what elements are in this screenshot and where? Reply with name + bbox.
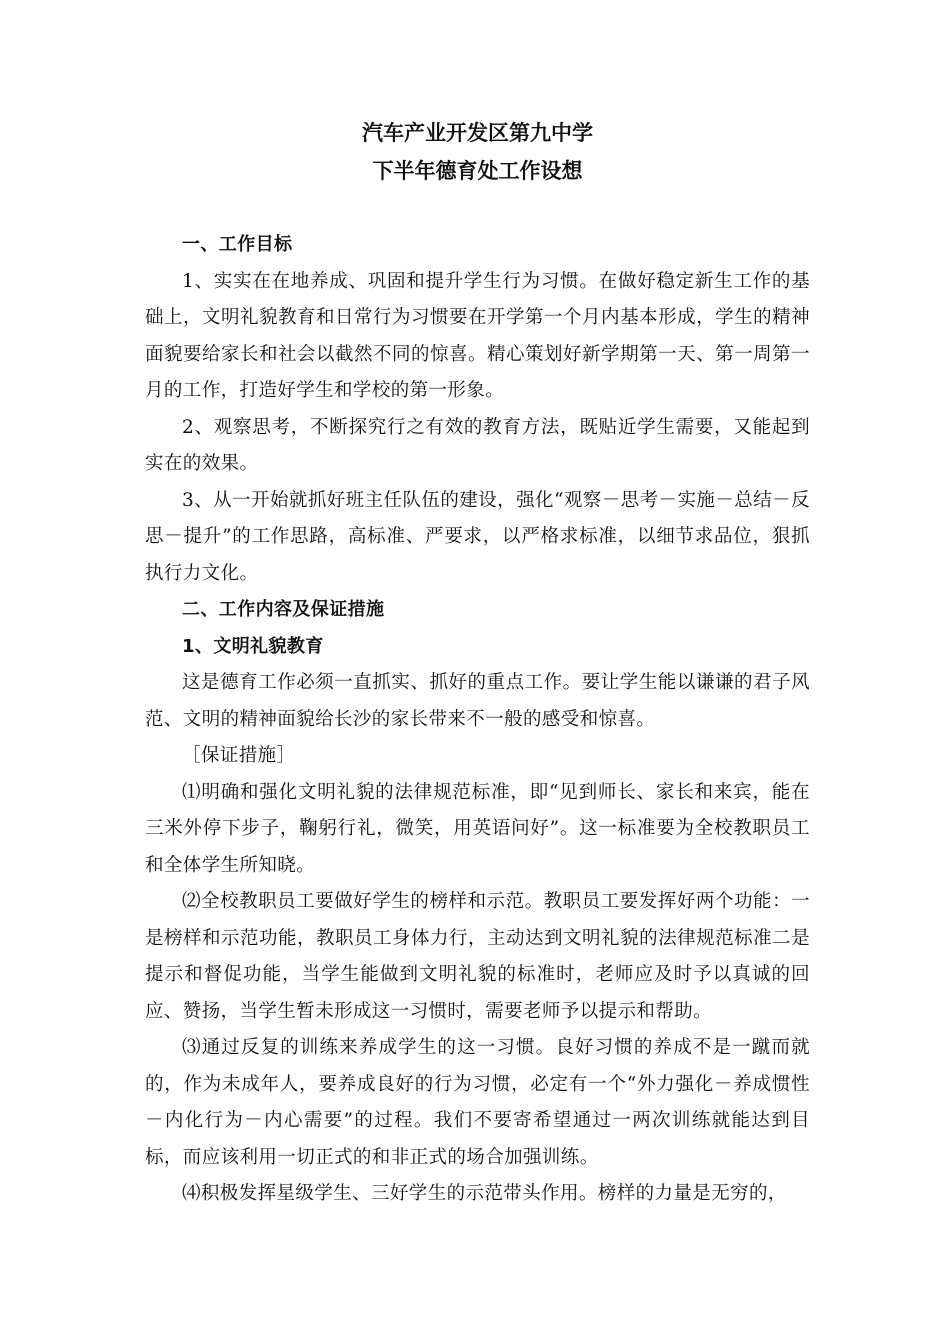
courtesy-intro-paragraph: 这是德育工作必须一直抓实、抓好的重点工作。要让学生能以谦谦的君子风范、文明的精神面貌给长沙的家长带来不一般的感受和惊喜。 bbox=[145, 672, 810, 730]
goal-paragraph-2: 2、观察思考，不断探究行之有效的教育方法，既贴近学生需要，又能起到实在的效果。 bbox=[145, 416, 810, 474]
goal-paragraph-1: 1、实实在在地养成、巩固和提升学生行为习惯。在做好稳定新生工作的基础上，文明礼貌教育和日常行为习惯要在开学第一个月内基本形成，学生的精神面貌要给家长和社会以截然不同的惊喜。精心策划好新学期第一天、第一周第一月的工作，打造好学生和学校的第一形象。 bbox=[145, 270, 810, 401]
measure-paragraph-3: ⑶通过反复的训练来养成学生的这一习惯。良好习惯的养成不是一蹴而就的，作为未成年人，要养成良好的行为习惯，必定有一个“外力强化－养成惯性－内化行为－内心需要”的过程。我们不要寄希望通过一两次训练就能达到目标，而应该利用一切正式的和非正式的场合加强训练。 bbox=[145, 1037, 810, 1168]
measure-paragraph-4: ⑷积极发挥星级学生、三好学生的示范带头作用。榜样的力量是无穷的， bbox=[182, 1183, 787, 1204]
subsection-heading-courtesy: 1、文明礼貌教育 bbox=[182, 635, 324, 657]
document-page bbox=[145, 114, 810, 1213]
section-heading-goals: 一、工作目标 bbox=[182, 234, 293, 255]
title-block bbox=[145, 114, 810, 190]
measure-paragraph-2: ⑵全校教职员工要做好学生的榜样和示范。教职员工要发挥好两个功能：一是榜样和示范功能，教职员工身体力行，主动达到文明礼貌的法律规范标准二是提示和督促功能，当学生能做到文明礼貌的标准时，老师应及时予以真诚的回应、赞扬，当学生暂未形成这一习惯时，需要老师予以提示和帮助。 bbox=[145, 891, 810, 1022]
goal-paragraph-3: 3、从一开始就抓好班主任队伍的建设，强化“观察－思考－实施－总结－反思－提升”的工作思路，高标准、严要求，以严格求标准，以细节求品位，狠抓执行力文化。 bbox=[145, 489, 810, 584]
measure-paragraph-1: ⑴明确和强化文明礼貌的法律规范标准，即“见到师长、家长和来宾，能在三米外停下步子，鞠躬行礼，微笑，用英语问好”。这一标准要为全校教职员工和全体学生所知晓。 bbox=[145, 781, 810, 876]
section-heading-content: 二、工作内容及保证措施 bbox=[182, 599, 385, 620]
document-title-plan: 下半年德育处工作设想 bbox=[372, 159, 583, 183]
measures-label: ［保证措施］ bbox=[182, 745, 296, 766]
document-title-school: 汽车产业开发区第九中学 bbox=[362, 121, 593, 145]
